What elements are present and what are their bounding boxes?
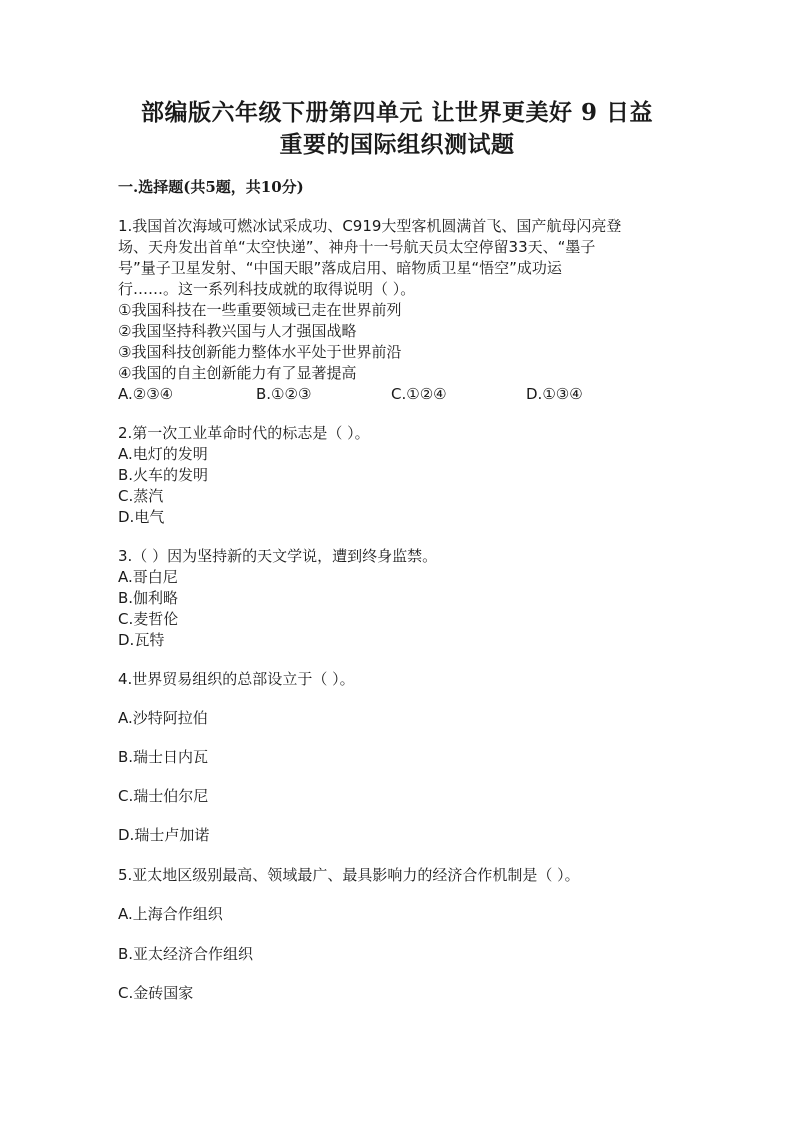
- q2-stem: 2.第一次工业革命时代的标志是（ ）。: [118, 424, 370, 442]
- q1-stem-line-2: 场、天舟发出首单“太空快递”、神舟十一号航天员太空停留33天、“墨子: [118, 238, 596, 256]
- q2-option-d[interactable]: D.电气: [118, 508, 165, 526]
- q5-option-c[interactable]: C.金砖国家: [118, 984, 194, 1002]
- q1-stem-line-3: 号”量子卫星发射、“中国天眼”落成启用、暗物质卫星“悟空”成功运: [118, 259, 562, 277]
- q4-option-d[interactable]: D.瑞士卢加诺: [118, 826, 210, 844]
- q5-stem: 5.亚太地区级别最高、领域最广、最具影响力的经济合作机制是（ ）。: [118, 866, 580, 884]
- q2-option-a[interactable]: A.电灯的发明: [118, 445, 208, 463]
- q5-option-a[interactable]: A.上海合作组织: [118, 905, 223, 923]
- q3-option-a[interactable]: A.哥白尼: [118, 568, 178, 586]
- q2-option-c[interactable]: C.蒸汽: [118, 487, 164, 505]
- q1-options-row: [118, 384, 678, 404]
- section-heading: 一.选择题(共5题，共10分): [118, 178, 304, 196]
- q3-option-c[interactable]: C.麦哲伦: [118, 610, 179, 628]
- q1-stem-line-1: 1.我国首次海域可燃冰试采成功、C919大型客机圆满首飞、国产航母闪亮登: [118, 217, 622, 235]
- q4-option-c[interactable]: C.瑞士伯尔尼: [118, 787, 209, 805]
- q1-statement-1: ①我国科技在一些重要领域已走在世界前列: [118, 301, 402, 319]
- q3-stem: 3.（ ）因为坚持新的天文学说，遭到终身监禁。: [118, 547, 438, 565]
- q1-stem-line-4: 行……。这一系列科技成就的取得说明（ ）。: [118, 280, 416, 298]
- q1-statement-4: ④我国的自主创新能力有了显著提高: [118, 364, 357, 382]
- q5-option-b[interactable]: B.亚太经济合作组织: [118, 945, 254, 963]
- q1-option-c[interactable]: C.①②④: [391, 385, 447, 403]
- q4-option-a[interactable]: A.沙特阿拉伯: [118, 709, 208, 727]
- q1-option-d[interactable]: D.①③④: [526, 385, 583, 403]
- q4-stem: 4.世界贸易组织的总部设立于（ ）。: [118, 670, 355, 688]
- q3-option-b[interactable]: B.伽利略: [118, 589, 179, 607]
- page-title-line-2: 重要的国际组织测试题: [279, 131, 515, 158]
- q1-statement-2: ②我国坚持科教兴国与人才强国战略: [118, 322, 357, 340]
- q4-option-b[interactable]: B.瑞士日内瓦: [118, 748, 209, 766]
- page-title-line-1: 部编版六年级下册第四单元 让世界更美好 9 日益: [140, 99, 654, 126]
- q1-option-b[interactable]: B.①②③: [256, 385, 312, 403]
- q3-option-d[interactable]: D.瓦特: [118, 631, 165, 649]
- q1-statement-3: ③我国科技创新能力整体水平处于世界前沿: [118, 343, 402, 361]
- q2-option-b[interactable]: B.火车的发明: [118, 466, 209, 484]
- q1-option-a[interactable]: A.②③④: [118, 385, 174, 403]
